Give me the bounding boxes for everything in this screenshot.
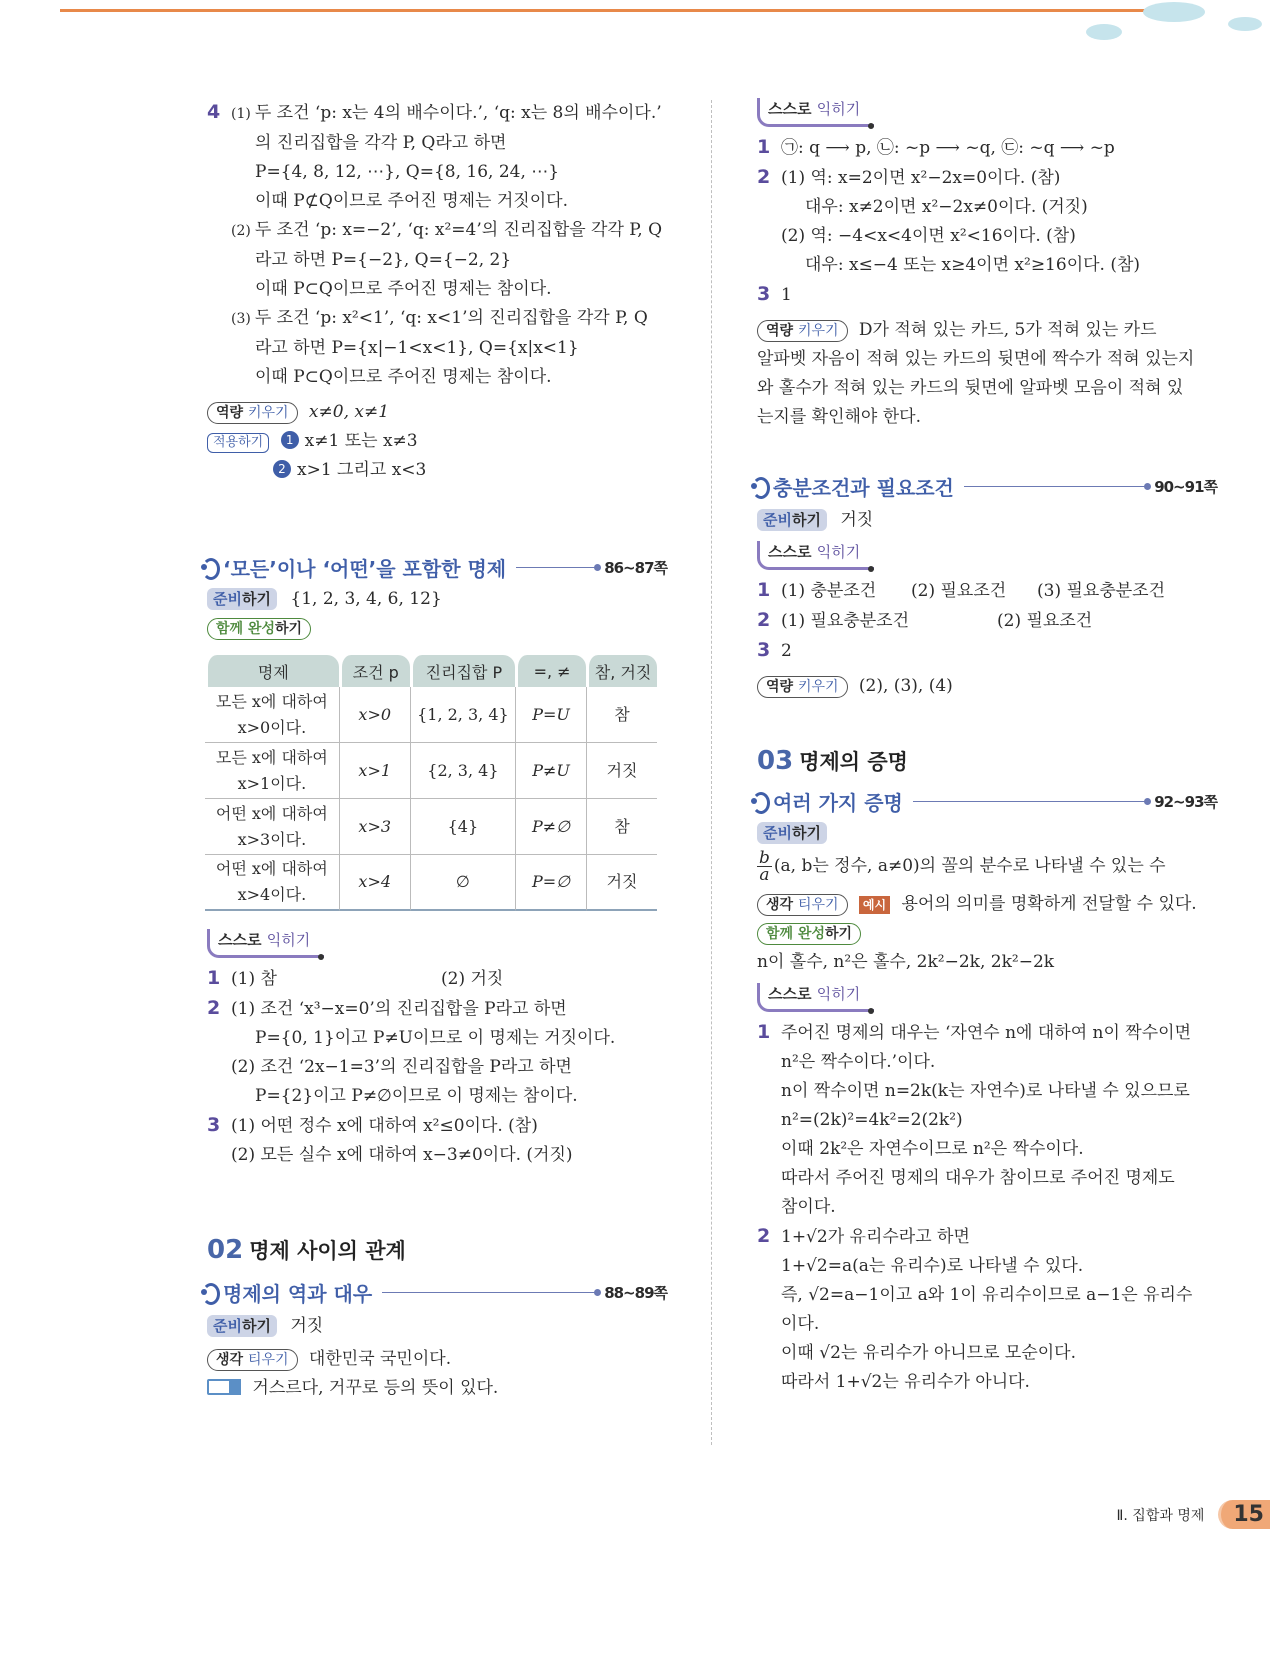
text-line: 라고 하면 P={x|−1<x<1}, Q={x|x<1} bbox=[255, 338, 579, 358]
prep-tag bbox=[207, 1315, 277, 1337]
cell-text: x>3이다. bbox=[237, 829, 307, 849]
prep-answer: 거짓 bbox=[290, 1316, 324, 1336]
chapter-heading bbox=[757, 741, 1217, 781]
chapter-number: 02 bbox=[207, 1235, 244, 1265]
table-cell: 참 bbox=[586, 799, 657, 855]
sub-label: (1) bbox=[231, 106, 251, 122]
page-range: 86~87쪽 bbox=[604, 558, 667, 577]
answer-2 bbox=[757, 163, 1217, 193]
think-tag bbox=[757, 894, 848, 916]
tag-text: 티우기 bbox=[247, 1352, 289, 1368]
tag-text: 준비 bbox=[763, 824, 792, 842]
self-study-header bbox=[757, 98, 1217, 127]
text-line: P={4, 8, 12, ⋯}, Q={8, 16, 24, ⋯} bbox=[255, 162, 560, 182]
page-range: 88~89쪽 bbox=[604, 1283, 667, 1302]
answer-1 bbox=[757, 133, 1217, 163]
page-range: 90~91쪽 bbox=[1154, 477, 1217, 496]
capacity-answer: (2), (3), (4) bbox=[858, 676, 953, 696]
section-header bbox=[749, 470, 1217, 502]
capacity-row bbox=[207, 398, 667, 427]
together-tag bbox=[757, 923, 861, 945]
tag-text: 익히기 bbox=[816, 985, 861, 1003]
item-number: 3 bbox=[757, 639, 771, 661]
table-cell: {1, 2, 3, 4} bbox=[410, 687, 515, 743]
table-cell: {2, 3, 4} bbox=[410, 743, 515, 799]
answer-text: 1+√2=a(a는 유리수)로 나타낼 수 있다. bbox=[781, 1256, 1084, 1276]
section-header bbox=[199, 551, 667, 583]
tag-text: 역량 bbox=[766, 323, 794, 339]
item-number: 1 bbox=[207, 967, 221, 989]
section-title: 충분조건과 필요조건 bbox=[773, 475, 954, 500]
together-tag bbox=[207, 618, 311, 640]
table-cell: P≠∅ bbox=[515, 799, 586, 855]
answer-text: n²은 짝수이다.’이다. bbox=[781, 1052, 936, 1072]
prep-answer: 거짓 bbox=[840, 510, 874, 530]
table-row bbox=[205, 743, 657, 799]
cell-text: 어떤 x에 대하여 bbox=[215, 803, 328, 823]
answer-text: P={2}이고 P≠∅이므로 이 명제는 참이다. bbox=[255, 1086, 578, 1106]
item-number: 2 bbox=[757, 166, 771, 188]
text-line: 두 조건 ‘p: x=−2’, ‘q: x²=4’의 진리집합을 각각 P, Q bbox=[254, 220, 663, 240]
text-line: 라고 하면 P={−2}, Q={−2, 2} bbox=[255, 250, 512, 270]
sub-label: (3) bbox=[231, 311, 251, 327]
tag-text: 키우기 bbox=[797, 323, 839, 339]
text-line: 이때 P⊂Q이므로 주어진 명제는 참이다. bbox=[255, 367, 552, 387]
chapter-number: 03 bbox=[757, 746, 794, 776]
prep-tag bbox=[757, 509, 827, 531]
tag-text: 하기 bbox=[274, 621, 303, 637]
top-accent-rule bbox=[60, 9, 1150, 12]
answer-text: (1) 역: x=2이면 x²−2x=0이다. (참) bbox=[781, 168, 1061, 188]
answer-3 bbox=[757, 280, 1217, 310]
capacity-row bbox=[757, 672, 1217, 701]
fraction bbox=[757, 850, 772, 883]
table-row bbox=[205, 855, 657, 911]
capacity-answer: D가 적혀 있는 카드, 5가 적혀 있는 카드 bbox=[858, 320, 1157, 340]
answer-text: 대우: x≠2이면 x²−2x≠0이다. (거짓) bbox=[805, 197, 1088, 217]
table-cell: x>4 bbox=[339, 855, 410, 911]
capacity-answer: 알파벳 자음이 적혀 있는 카드의 뒷면에 짝수가 적혀 있는지 bbox=[757, 349, 1195, 369]
answer-text: 따라서 주어진 명제의 대우가 참이므로 주어진 명제도 bbox=[781, 1168, 1175, 1188]
answer-text: (1) 어떤 정수 x에 대하여 x²≤0이다. (참) bbox=[231, 1116, 538, 1136]
right-column bbox=[757, 98, 1217, 1397]
text-line: 두 조건 ‘p: x²<1’, ‘q: x<1’의 진리집합을 각각 P, Q bbox=[254, 308, 648, 328]
table-cell: P≠U bbox=[515, 743, 586, 799]
answer-text: 참이다. bbox=[781, 1197, 836, 1217]
tag-text: 하기 bbox=[241, 1317, 271, 1335]
leader-line bbox=[913, 801, 1148, 802]
answer-text: 즉, √2=a−1이고 a와 1이 유리수이므로 a−1은 유리수 bbox=[781, 1285, 1193, 1305]
answer-4 bbox=[207, 98, 667, 392]
text-line: 이때 P⊄Q이므로 주어진 명제는 거짓이다. bbox=[255, 191, 568, 211]
tag-text: 생각 bbox=[216, 1352, 244, 1368]
cell-text: x>4이다. bbox=[237, 885, 307, 904]
table-cell: P=U bbox=[515, 687, 586, 743]
prep-row bbox=[207, 1312, 667, 1341]
answer-text: (1) 조건 ‘x³−x=0’의 진리집합을 P라고 하면 bbox=[231, 999, 567, 1019]
item-number: 4 bbox=[207, 101, 221, 123]
capacity-tag bbox=[757, 676, 848, 698]
tag-text: 역량 bbox=[766, 679, 794, 695]
table-header: 조건 p bbox=[339, 655, 410, 687]
item-number: 2 bbox=[207, 997, 221, 1019]
cell-text: 모든 x에 대하여 bbox=[215, 747, 328, 767]
self-study-tag bbox=[757, 541, 874, 570]
chapter-title: 명제 사이의 관계 bbox=[249, 1239, 406, 1263]
text-line: 의 진리집합을 각각 P, Q라고 하면 bbox=[255, 133, 507, 153]
item-number: 3 bbox=[207, 1114, 221, 1136]
page-footer bbox=[1117, 1500, 1270, 1529]
cell-text: x>0이다. bbox=[237, 717, 307, 737]
answer-text: n²=(2k)²=4k²=2(2k²) bbox=[781, 1110, 963, 1130]
tag-text: 하기 bbox=[824, 926, 853, 942]
together-row bbox=[757, 919, 1217, 948]
tag-text: 하기 bbox=[791, 824, 821, 842]
answer-text: 이때 2k²은 자연수이므로 n²은 짝수이다. bbox=[781, 1139, 1084, 1159]
page-range: 92~93쪽 bbox=[1154, 792, 1217, 811]
answer-1 bbox=[207, 964, 667, 994]
apply-row bbox=[207, 427, 667, 456]
answer-text: 주어진 명제의 대우는 ‘자연수 n에 대하여 n이 짝수이면 bbox=[781, 1023, 1191, 1043]
self-study-tag bbox=[757, 98, 874, 127]
tag-text: 스스로 bbox=[768, 100, 812, 118]
table-cell: x>3 bbox=[339, 799, 410, 855]
self-study-tag bbox=[757, 983, 874, 1012]
self-study-header bbox=[207, 929, 667, 958]
answer-3 bbox=[207, 1111, 667, 1141]
tag-text: 하기 bbox=[791, 511, 821, 529]
answer-text: (2) 역: −4<x<4이면 x²<16이다. (참) bbox=[781, 226, 1076, 246]
cloud-decoration bbox=[1228, 17, 1262, 31]
item-number: 2 bbox=[757, 609, 771, 631]
answer-1 bbox=[757, 1018, 1217, 1048]
table-cell bbox=[205, 799, 339, 855]
answer-text: (1) 필요충분조건 bbox=[781, 611, 910, 631]
answer-text: 따라서 1+√2는 유리수가 아니다. bbox=[781, 1372, 1030, 1392]
table-header: 명제 bbox=[205, 655, 339, 687]
tag-text: 스스로 bbox=[768, 543, 812, 561]
section-bullet-icon bbox=[749, 791, 769, 811]
table-cell bbox=[205, 743, 339, 799]
answer-text: 2 bbox=[781, 641, 792, 661]
table-row bbox=[205, 687, 657, 743]
answer-text: (2) 필요조건 bbox=[911, 581, 1007, 601]
item-number: 1 bbox=[757, 579, 771, 601]
table-cell: x>0 bbox=[339, 687, 410, 743]
answer-text: 1 bbox=[781, 285, 792, 305]
dictionary-icon bbox=[207, 1379, 241, 1395]
answer-text: 이다. bbox=[781, 1314, 820, 1334]
think-answer: 용어의 의미를 명확하게 전달할 수 있다. bbox=[901, 894, 1197, 914]
answer-text: 1+√2가 유리수라고 하면 bbox=[781, 1227, 970, 1247]
capacity-row bbox=[757, 316, 1217, 345]
example-tag: 예시 bbox=[859, 896, 890, 914]
capacity-tag bbox=[207, 402, 298, 424]
circled-number-icon: 2 bbox=[273, 460, 291, 478]
sub-label: (2) bbox=[231, 223, 251, 239]
answer-2 bbox=[207, 994, 667, 1024]
think-row bbox=[207, 1345, 667, 1374]
together-answer: n이 홀수, n²은 홀수, 2k²−2k, 2k²−2k bbox=[757, 952, 1055, 972]
table-row bbox=[205, 799, 657, 855]
leader-line bbox=[964, 486, 1148, 487]
tag-text: 역량 bbox=[216, 405, 244, 421]
tag-text: 키우기 bbox=[797, 679, 839, 695]
tag-text: 준비 bbox=[213, 590, 242, 608]
prep-tag bbox=[207, 588, 277, 610]
table-cell bbox=[205, 687, 339, 743]
prep-answer: {1, 2, 3, 4, 6, 12} bbox=[290, 589, 442, 609]
leader-line bbox=[382, 1292, 598, 1293]
tag-text: 준비 bbox=[213, 1317, 242, 1335]
section-title: ‘모든’이나 ‘어떤’을 포함한 명제 bbox=[223, 556, 507, 581]
answer-2 bbox=[757, 606, 1217, 636]
cell-text: 모든 x에 대하여 bbox=[215, 691, 328, 711]
think-answer: 대한민국 국민이다. bbox=[308, 1349, 452, 1369]
dictionary-answer: 거스르다, 거꾸로 등의 뜻이 있다. bbox=[252, 1378, 499, 1398]
table-cell: 참 bbox=[586, 687, 657, 743]
answer-text: (3) 필요충분조건 bbox=[1037, 581, 1166, 601]
prep-row bbox=[757, 506, 1217, 535]
section-header bbox=[749, 785, 1217, 817]
apply-tag: 적용하기 bbox=[207, 433, 269, 453]
leader-line bbox=[516, 567, 598, 568]
fraction-numerator: b bbox=[759, 848, 770, 868]
tag-text: 함께 완성 bbox=[216, 621, 275, 637]
tag-text: 익히기 bbox=[816, 100, 861, 118]
table-header: =, ≠ bbox=[515, 655, 586, 687]
item-number: 1 bbox=[757, 1021, 771, 1043]
answer-text: ㉠: q ⟶ p, ㉡: ~p ⟶ ~q, ㉢: ~q ⟶ ~p bbox=[781, 138, 1115, 158]
circled-number-icon: 1 bbox=[281, 431, 299, 449]
capacity-tag bbox=[757, 320, 848, 342]
together-row bbox=[207, 614, 667, 643]
apply-answer: x>1 그리고 x<3 bbox=[297, 460, 427, 480]
answer-text: (2) 모든 실수 x에 대하여 x−3≠0이다. (거짓) bbox=[231, 1145, 573, 1165]
table-cell: x>1 bbox=[339, 743, 410, 799]
truth-table bbox=[205, 655, 657, 911]
item-number: 2 bbox=[757, 1225, 771, 1247]
cloud-decoration bbox=[1143, 2, 1205, 22]
fraction-denominator: a bbox=[759, 865, 770, 885]
tag-text: 티우기 bbox=[797, 897, 839, 913]
text-line: 두 조건 ‘p: x는 4의 배수이다.’, ‘q: x는 8의 배수이다.’ bbox=[254, 103, 662, 123]
item-number: 1 bbox=[757, 136, 771, 158]
tag-text: 하기 bbox=[241, 590, 271, 608]
table-cell: 거짓 bbox=[586, 743, 657, 799]
section-bullet-icon bbox=[749, 476, 769, 496]
answer-text: 이때 √2는 유리수가 아니므로 모순이다. bbox=[781, 1343, 1076, 1363]
section-bullet-icon bbox=[199, 1282, 219, 1302]
capacity-answer: x≠0, x≠1 bbox=[308, 402, 390, 422]
answer-2 bbox=[757, 1222, 1217, 1252]
self-study-header bbox=[757, 983, 1217, 1012]
prep-answer: (a, b는 정수, a≠0)의 꼴의 분수로 나타낼 수 있는 수 bbox=[773, 856, 1166, 876]
answer-text: n이 짝수이면 n=2k(k는 자연수)로 나타낼 수 있으므로 bbox=[781, 1081, 1190, 1101]
cell-text: 어떤 x에 대하여 bbox=[215, 859, 328, 878]
cloud-decoration bbox=[1086, 24, 1122, 40]
think-row bbox=[757, 890, 1217, 919]
tag-text: 생각 bbox=[766, 897, 794, 913]
tag-text: 익히기 bbox=[266, 931, 311, 949]
page-number: 15 bbox=[1218, 1500, 1270, 1529]
capacity-answer: 는지를 확인해야 한다. bbox=[757, 407, 922, 427]
tag-text: 익히기 bbox=[816, 543, 861, 561]
table-cell: {4} bbox=[410, 799, 515, 855]
tag-text: 준비 bbox=[763, 511, 792, 529]
think-tag bbox=[207, 1349, 298, 1371]
footer-chapter: Ⅱ. 집합과 명제 bbox=[1116, 1507, 1205, 1524]
section-title: 여러 가지 증명 bbox=[773, 790, 903, 815]
tag-text: 키우기 bbox=[247, 405, 289, 421]
table-cell: 거짓 bbox=[586, 855, 657, 911]
answer-text: (2) 조건 ‘2x−1=3’의 진리집합을 P라고 하면 bbox=[231, 1057, 572, 1077]
capacity-answer: 와 홀수가 적혀 있는 카드의 뒷면에 알파벳 모음이 적혀 있 bbox=[757, 378, 1184, 398]
table-header: 참, 거짓 bbox=[586, 655, 657, 687]
item-number: 3 bbox=[757, 283, 771, 305]
section-bullet-icon bbox=[199, 557, 219, 577]
table-cell: ∅ bbox=[410, 855, 515, 911]
dictionary-row bbox=[207, 1374, 667, 1403]
table-cell: P=∅ bbox=[515, 855, 586, 911]
prep-row bbox=[207, 585, 667, 614]
apply-row bbox=[207, 456, 667, 485]
answer-3 bbox=[757, 636, 1217, 666]
left-column bbox=[207, 98, 667, 1403]
answer-text: (1) 참 bbox=[231, 969, 277, 989]
chapter-title: 명제의 증명 bbox=[799, 750, 908, 774]
prep-answer-row bbox=[757, 848, 1217, 884]
answer-text: (2) 거짓 bbox=[441, 969, 504, 989]
cell-text: x>1이다. bbox=[237, 773, 307, 793]
answer-text: (1) 충분조건 bbox=[781, 581, 877, 601]
table-cell bbox=[205, 855, 339, 911]
tag-text: 함께 완성 bbox=[766, 926, 825, 942]
section-title: 명제의 역과 대우 bbox=[223, 1281, 373, 1306]
self-study-tag bbox=[207, 929, 324, 958]
prep-tag bbox=[757, 822, 827, 844]
chapter-heading bbox=[207, 1230, 667, 1270]
answer-text: (2) 필요조건 bbox=[997, 611, 1093, 631]
answer-text: P={0, 1}이고 P≠U이므로 이 명제는 거짓이다. bbox=[255, 1028, 616, 1048]
column-divider bbox=[711, 100, 712, 1445]
apply-answer: x≠1 또는 x≠3 bbox=[304, 431, 418, 451]
text-line: 이때 P⊂Q이므로 주어진 명제는 참이다. bbox=[255, 279, 552, 299]
table-header: 진리집합 P bbox=[410, 655, 515, 687]
self-study-header bbox=[757, 541, 1217, 570]
section-header bbox=[199, 1276, 667, 1308]
answer-text: 대우: x≤−4 또는 x≥4이면 x²≥16이다. (참) bbox=[805, 255, 1141, 275]
tag-text: 스스로 bbox=[768, 985, 812, 1003]
tag-text: 스스로 bbox=[218, 931, 262, 949]
prep-row bbox=[757, 819, 1217, 848]
answer-1 bbox=[757, 576, 1217, 606]
